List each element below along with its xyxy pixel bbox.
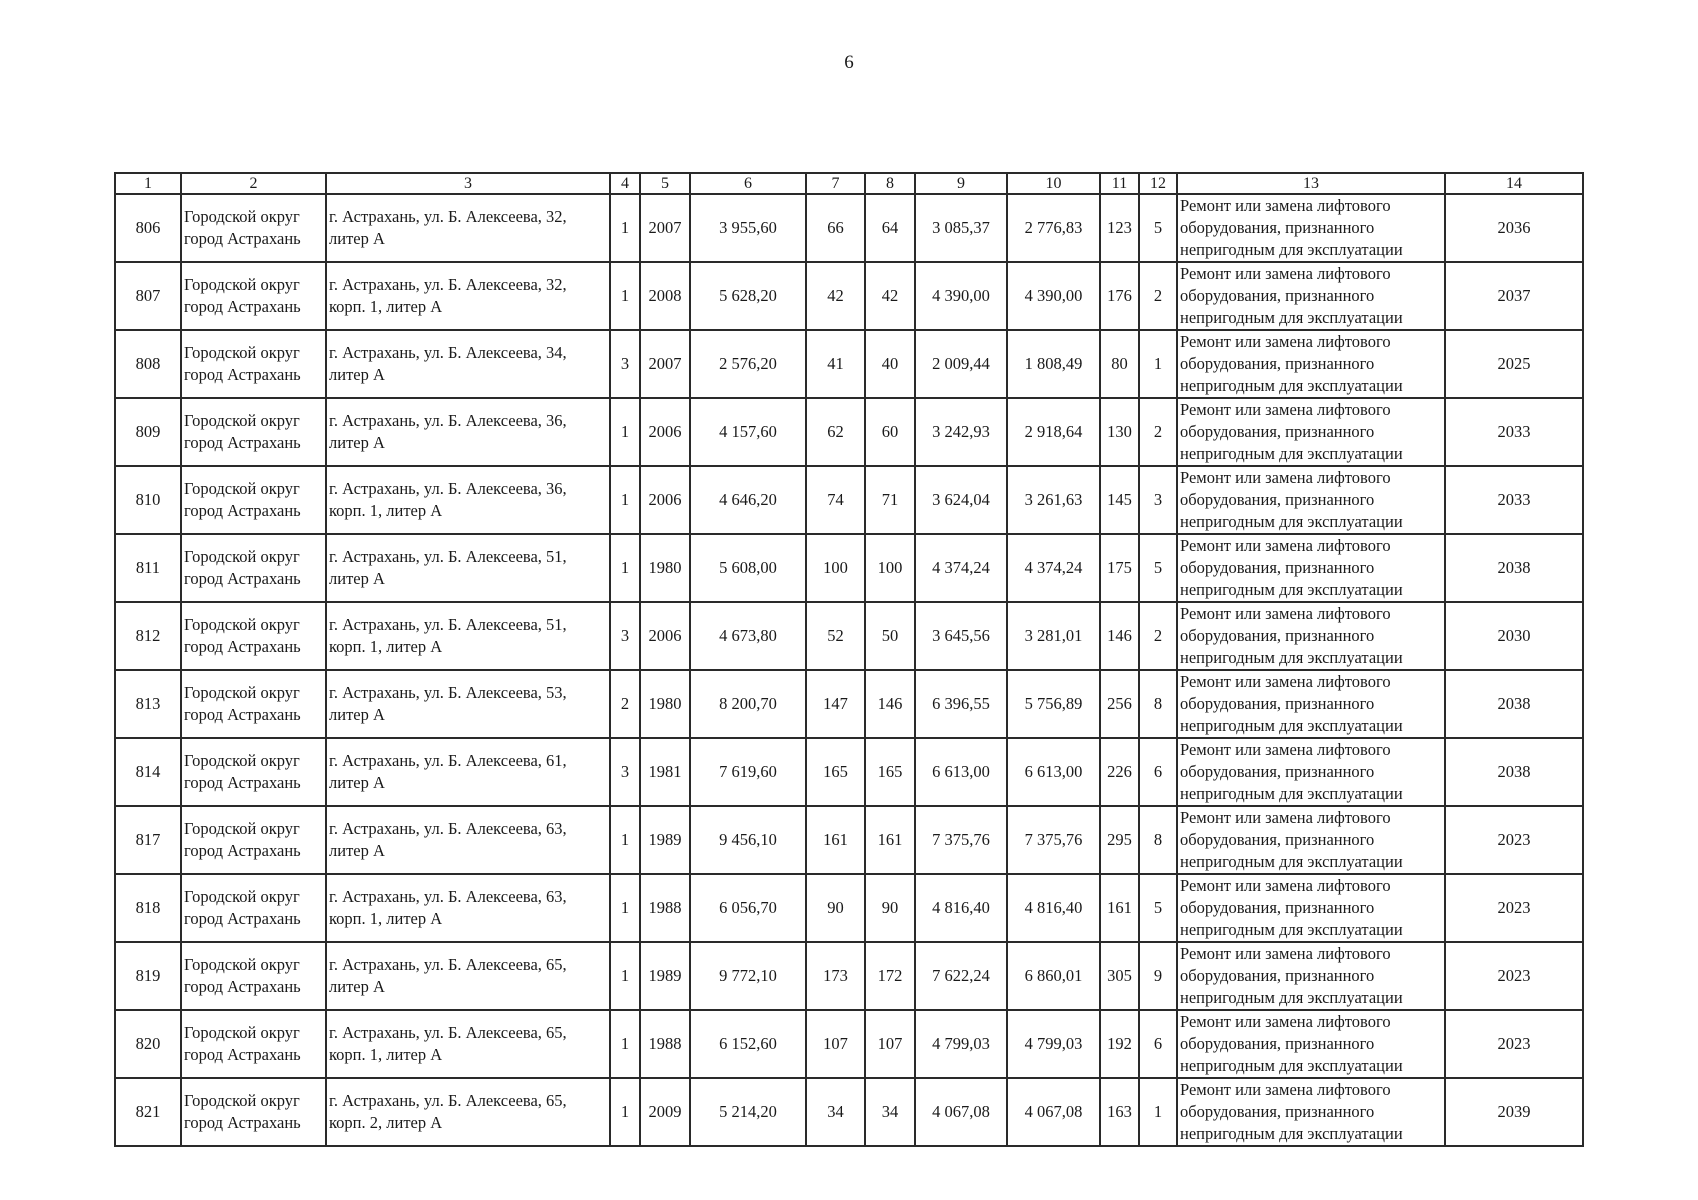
row-number: 812 bbox=[115, 602, 181, 670]
column-9-value: 4 374,24 bbox=[915, 534, 1007, 602]
column-6-value: 6 152,60 bbox=[690, 1010, 806, 1078]
column-12-value: 1 bbox=[1139, 1078, 1177, 1146]
column-11-value: 192 bbox=[1100, 1010, 1139, 1078]
planned-year: 2033 bbox=[1445, 398, 1583, 466]
column-number-9: 9 bbox=[915, 173, 1007, 194]
column-number-row bbox=[115, 173, 1583, 194]
table-row bbox=[115, 874, 1583, 942]
column-4-value: 1 bbox=[610, 466, 640, 534]
column-9-value: 3 624,04 bbox=[915, 466, 1007, 534]
column-7-value: 74 bbox=[806, 466, 865, 534]
row-number: 813 bbox=[115, 670, 181, 738]
column-8-value: 100 bbox=[865, 534, 915, 602]
address: г. Астрахань, ул. Б. Алексеева, 53, литер А bbox=[326, 670, 610, 738]
column-7-value: 161 bbox=[806, 806, 865, 874]
column-12-value: 8 bbox=[1139, 670, 1177, 738]
table-row bbox=[115, 670, 1583, 738]
column-6-value: 4 673,80 bbox=[690, 602, 806, 670]
column-6-value: 4 157,60 bbox=[690, 398, 806, 466]
column-7-value: 165 bbox=[806, 738, 865, 806]
column-7-value: 34 bbox=[806, 1078, 865, 1146]
column-8-value: 60 bbox=[865, 398, 915, 466]
planned-year: 2023 bbox=[1445, 942, 1583, 1010]
table-row bbox=[115, 194, 1583, 262]
column-8-value: 161 bbox=[865, 806, 915, 874]
work-type: Ремонт или замена лифтового оборудования, признанного непригодным для эксплуатации bbox=[1177, 670, 1445, 738]
address: г. Астрахань, ул. Б. Алексеева, 65, корп. 2, литер А bbox=[326, 1078, 610, 1146]
column-6-value: 5 608,00 bbox=[690, 534, 806, 602]
column-11-value: 176 bbox=[1100, 262, 1139, 330]
column-number-7: 7 bbox=[806, 173, 865, 194]
column-11-value: 226 bbox=[1100, 738, 1139, 806]
column-10-value: 6 860,01 bbox=[1007, 942, 1100, 1010]
column-number-14: 14 bbox=[1445, 173, 1583, 194]
column-11-value: 123 bbox=[1100, 194, 1139, 262]
address: г. Астрахань, ул. Б. Алексеева, 36, корп. 1, литер А bbox=[326, 466, 610, 534]
work-type: Ремонт или замена лифтового оборудования, признанного непригодным для эксплуатации bbox=[1177, 262, 1445, 330]
work-type: Ремонт или замена лифтового оборудования, признанного непригодным для эксплуатации bbox=[1177, 874, 1445, 942]
address: г. Астрахань, ул. Б. Алексеева, 34, литер А bbox=[326, 330, 610, 398]
row-number: 820 bbox=[115, 1010, 181, 1078]
column-number-2: 2 bbox=[181, 173, 326, 194]
row-number: 808 bbox=[115, 330, 181, 398]
column-7-value: 41 bbox=[806, 330, 865, 398]
column-12-value: 9 bbox=[1139, 942, 1177, 1010]
column-6-value: 7 619,60 bbox=[690, 738, 806, 806]
column-number-8: 8 bbox=[865, 173, 915, 194]
commission-year: 1981 bbox=[640, 738, 690, 806]
table-row bbox=[115, 1010, 1583, 1078]
column-10-value: 2 918,64 bbox=[1007, 398, 1100, 466]
work-type: Ремонт или замена лифтового оборудования, признанного непригодным для эксплуатации bbox=[1177, 466, 1445, 534]
column-10-value: 1 808,49 bbox=[1007, 330, 1100, 398]
column-6-value: 6 056,70 bbox=[690, 874, 806, 942]
planned-year: 2038 bbox=[1445, 738, 1583, 806]
column-4-value: 3 bbox=[610, 602, 640, 670]
column-9-value: 3 645,56 bbox=[915, 602, 1007, 670]
column-10-value: 7 375,76 bbox=[1007, 806, 1100, 874]
row-number: 818 bbox=[115, 874, 181, 942]
column-9-value: 3 242,93 bbox=[915, 398, 1007, 466]
municipality: Городской округ город Астрахань bbox=[181, 1078, 326, 1146]
municipality: Городской округ город Астрахань bbox=[181, 602, 326, 670]
work-type: Ремонт или замена лифтового оборудования, признанного непригодным для эксплуатации bbox=[1177, 534, 1445, 602]
column-6-value: 5 628,20 bbox=[690, 262, 806, 330]
column-9-value: 4 799,03 bbox=[915, 1010, 1007, 1078]
column-11-value: 305 bbox=[1100, 942, 1139, 1010]
column-number-4: 4 bbox=[610, 173, 640, 194]
column-7-value: 42 bbox=[806, 262, 865, 330]
column-10-value: 4 067,08 bbox=[1007, 1078, 1100, 1146]
column-4-value: 1 bbox=[610, 942, 640, 1010]
commission-year: 1980 bbox=[640, 670, 690, 738]
planned-year: 2023 bbox=[1445, 806, 1583, 874]
column-12-value: 6 bbox=[1139, 1010, 1177, 1078]
work-type: Ремонт или замена лифтового оборудования, признанного непригодным для эксплуатации bbox=[1177, 1010, 1445, 1078]
municipality: Городской округ город Астрахань bbox=[181, 534, 326, 602]
column-9-value: 6 396,55 bbox=[915, 670, 1007, 738]
address: г. Астрахань, ул. Б. Алексеева, 63, корп. 1, литер А bbox=[326, 874, 610, 942]
column-number-11: 11 bbox=[1100, 173, 1139, 194]
column-8-value: 146 bbox=[865, 670, 915, 738]
column-8-value: 64 bbox=[865, 194, 915, 262]
column-10-value: 4 799,03 bbox=[1007, 1010, 1100, 1078]
column-8-value: 50 bbox=[865, 602, 915, 670]
row-number: 807 bbox=[115, 262, 181, 330]
commission-year: 1989 bbox=[640, 942, 690, 1010]
municipality: Городской округ город Астрахань bbox=[181, 194, 326, 262]
planned-year: 2023 bbox=[1445, 874, 1583, 942]
column-number-10: 10 bbox=[1007, 173, 1100, 194]
work-type: Ремонт или замена лифтового оборудования, признанного непригодным для эксплуатации bbox=[1177, 806, 1445, 874]
column-4-value: 1 bbox=[610, 874, 640, 942]
address: г. Астрахань, ул. Б. Алексеева, 51, корп. 1, литер А bbox=[326, 602, 610, 670]
column-7-value: 173 bbox=[806, 942, 865, 1010]
table-row bbox=[115, 466, 1583, 534]
column-12-value: 5 bbox=[1139, 194, 1177, 262]
address: г. Астрахань, ул. Б. Алексеева, 65, литер А bbox=[326, 942, 610, 1010]
column-10-value: 3 261,63 bbox=[1007, 466, 1100, 534]
column-9-value: 3 085,37 bbox=[915, 194, 1007, 262]
planned-year: 2037 bbox=[1445, 262, 1583, 330]
column-6-value: 2 576,20 bbox=[690, 330, 806, 398]
address: г. Астрахань, ул. Б. Алексеева, 36, литер А bbox=[326, 398, 610, 466]
work-type: Ремонт или замена лифтового оборудования, признанного непригодным для эксплуатации bbox=[1177, 738, 1445, 806]
row-number: 814 bbox=[115, 738, 181, 806]
table-body bbox=[115, 194, 1583, 1146]
commission-year: 2006 bbox=[640, 602, 690, 670]
column-number-12: 12 bbox=[1139, 173, 1177, 194]
commission-year: 2007 bbox=[640, 194, 690, 262]
column-8-value: 90 bbox=[865, 874, 915, 942]
column-number-6: 6 bbox=[690, 173, 806, 194]
column-10-value: 3 281,01 bbox=[1007, 602, 1100, 670]
column-4-value: 1 bbox=[610, 262, 640, 330]
column-12-value: 2 bbox=[1139, 398, 1177, 466]
column-10-value: 6 613,00 bbox=[1007, 738, 1100, 806]
column-4-value: 2 bbox=[610, 670, 640, 738]
column-7-value: 147 bbox=[806, 670, 865, 738]
municipality: Городской округ город Астрахань bbox=[181, 262, 326, 330]
row-number: 811 bbox=[115, 534, 181, 602]
column-10-value: 2 776,83 bbox=[1007, 194, 1100, 262]
row-number: 809 bbox=[115, 398, 181, 466]
planned-year: 2039 bbox=[1445, 1078, 1583, 1146]
municipality: Городской округ город Астрахань bbox=[181, 942, 326, 1010]
column-12-value: 1 bbox=[1139, 330, 1177, 398]
column-11-value: 130 bbox=[1100, 398, 1139, 466]
municipality: Городской округ город Астрахань bbox=[181, 330, 326, 398]
column-6-value: 4 646,20 bbox=[690, 466, 806, 534]
planned-year: 2036 bbox=[1445, 194, 1583, 262]
column-10-value: 4 374,24 bbox=[1007, 534, 1100, 602]
column-7-value: 52 bbox=[806, 602, 865, 670]
address: г. Астрахань, ул. Б. Алексеева, 32, литер А bbox=[326, 194, 610, 262]
column-12-value: 2 bbox=[1139, 602, 1177, 670]
column-11-value: 146 bbox=[1100, 602, 1139, 670]
address: г. Астрахань, ул. Б. Алексеева, 51, литер А bbox=[326, 534, 610, 602]
commission-year: 2009 bbox=[640, 1078, 690, 1146]
address: г. Астрахань, ул. Б. Алексеева, 61, литер А bbox=[326, 738, 610, 806]
column-6-value: 9 456,10 bbox=[690, 806, 806, 874]
column-4-value: 3 bbox=[610, 330, 640, 398]
column-11-value: 175 bbox=[1100, 534, 1139, 602]
column-12-value: 2 bbox=[1139, 262, 1177, 330]
column-4-value: 3 bbox=[610, 738, 640, 806]
column-number-1: 1 bbox=[115, 173, 181, 194]
column-12-value: 8 bbox=[1139, 806, 1177, 874]
column-7-value: 62 bbox=[806, 398, 865, 466]
municipality: Городской округ город Астрахань bbox=[181, 466, 326, 534]
table-row bbox=[115, 942, 1583, 1010]
row-number: 817 bbox=[115, 806, 181, 874]
column-12-value: 5 bbox=[1139, 534, 1177, 602]
municipality: Городской округ город Астрахань bbox=[181, 670, 326, 738]
address: г. Астрахань, ул. Б. Алексеева, 65, корп. 1, литер А bbox=[326, 1010, 610, 1078]
commission-year: 2006 bbox=[640, 466, 690, 534]
column-6-value: 5 214,20 bbox=[690, 1078, 806, 1146]
municipality: Городской округ город Астрахань bbox=[181, 874, 326, 942]
column-8-value: 107 bbox=[865, 1010, 915, 1078]
column-12-value: 3 bbox=[1139, 466, 1177, 534]
work-type: Ремонт или замена лифтового оборудования, признанного непригодным для эксплуатации bbox=[1177, 942, 1445, 1010]
column-11-value: 295 bbox=[1100, 806, 1139, 874]
table-row bbox=[115, 330, 1583, 398]
planned-year: 2025 bbox=[1445, 330, 1583, 398]
work-type: Ремонт или замена лифтового оборудования, признанного непригодным для эксплуатации bbox=[1177, 194, 1445, 262]
planned-year: 2030 bbox=[1445, 602, 1583, 670]
column-11-value: 161 bbox=[1100, 874, 1139, 942]
table-row bbox=[115, 602, 1583, 670]
row-number: 821 bbox=[115, 1078, 181, 1146]
column-7-value: 100 bbox=[806, 534, 865, 602]
column-10-value: 5 756,89 bbox=[1007, 670, 1100, 738]
column-4-value: 1 bbox=[610, 398, 640, 466]
planned-year: 2033 bbox=[1445, 466, 1583, 534]
column-8-value: 172 bbox=[865, 942, 915, 1010]
column-12-value: 5 bbox=[1139, 874, 1177, 942]
column-10-value: 4 816,40 bbox=[1007, 874, 1100, 942]
column-7-value: 90 bbox=[806, 874, 865, 942]
commission-year: 1988 bbox=[640, 1010, 690, 1078]
column-9-value: 6 613,00 bbox=[915, 738, 1007, 806]
column-7-value: 107 bbox=[806, 1010, 865, 1078]
address: г. Астрахань, ул. Б. Алексеева, 32, корп. 1, литер А bbox=[326, 262, 610, 330]
column-9-value: 4 816,40 bbox=[915, 874, 1007, 942]
buildings-table bbox=[114, 172, 1584, 1147]
table-row bbox=[115, 398, 1583, 466]
column-6-value: 8 200,70 bbox=[690, 670, 806, 738]
commission-year: 1989 bbox=[640, 806, 690, 874]
column-8-value: 71 bbox=[865, 466, 915, 534]
planned-year: 2038 bbox=[1445, 670, 1583, 738]
column-9-value: 4 390,00 bbox=[915, 262, 1007, 330]
column-6-value: 9 772,10 bbox=[690, 942, 806, 1010]
municipality: Городской округ город Астрахань bbox=[181, 1010, 326, 1078]
table-row bbox=[115, 1078, 1583, 1146]
column-8-value: 40 bbox=[865, 330, 915, 398]
municipality: Городской округ город Астрахань bbox=[181, 398, 326, 466]
column-12-value: 6 bbox=[1139, 738, 1177, 806]
page-number: 6 bbox=[844, 52, 854, 73]
column-4-value: 1 bbox=[610, 806, 640, 874]
column-number-5: 5 bbox=[640, 173, 690, 194]
column-number-13: 13 bbox=[1177, 173, 1445, 194]
work-type: Ремонт или замена лифтового оборудования, признанного непригодным для эксплуатации bbox=[1177, 602, 1445, 670]
commission-year: 1988 bbox=[640, 874, 690, 942]
column-9-value: 4 067,08 bbox=[915, 1078, 1007, 1146]
row-number: 810 bbox=[115, 466, 181, 534]
commission-year: 2008 bbox=[640, 262, 690, 330]
column-8-value: 34 bbox=[865, 1078, 915, 1146]
planned-year: 2023 bbox=[1445, 1010, 1583, 1078]
column-8-value: 42 bbox=[865, 262, 915, 330]
municipality: Городской округ город Астрахань bbox=[181, 738, 326, 806]
column-number-3: 3 bbox=[326, 173, 610, 194]
column-9-value: 7 375,76 bbox=[915, 806, 1007, 874]
work-type: Ремонт или замена лифтового оборудования, признанного непригодным для эксплуатации bbox=[1177, 398, 1445, 466]
column-4-value: 1 bbox=[610, 1010, 640, 1078]
column-9-value: 7 622,24 bbox=[915, 942, 1007, 1010]
municipality: Городской округ город Астрахань bbox=[181, 806, 326, 874]
column-8-value: 165 bbox=[865, 738, 915, 806]
column-7-value: 66 bbox=[806, 194, 865, 262]
column-4-value: 1 bbox=[610, 194, 640, 262]
commission-year: 2006 bbox=[640, 398, 690, 466]
column-9-value: 2 009,44 bbox=[915, 330, 1007, 398]
commission-year: 2007 bbox=[640, 330, 690, 398]
table-row bbox=[115, 738, 1583, 806]
commission-year: 1980 bbox=[640, 534, 690, 602]
column-4-value: 1 bbox=[610, 534, 640, 602]
planned-year: 2038 bbox=[1445, 534, 1583, 602]
table-row bbox=[115, 806, 1583, 874]
table-row bbox=[115, 534, 1583, 602]
column-10-value: 4 390,00 bbox=[1007, 262, 1100, 330]
column-11-value: 256 bbox=[1100, 670, 1139, 738]
row-number: 806 bbox=[115, 194, 181, 262]
work-type: Ремонт или замена лифтового оборудования, признанного непригодным для эксплуатации bbox=[1177, 330, 1445, 398]
column-4-value: 1 bbox=[610, 1078, 640, 1146]
column-11-value: 80 bbox=[1100, 330, 1139, 398]
column-6-value: 3 955,60 bbox=[690, 194, 806, 262]
work-type: Ремонт или замена лифтового оборудования, признанного непригодным для эксплуатации bbox=[1177, 1078, 1445, 1146]
address: г. Астрахань, ул. Б. Алексеева, 63, литер А bbox=[326, 806, 610, 874]
table-row bbox=[115, 262, 1583, 330]
row-number: 819 bbox=[115, 942, 181, 1010]
column-11-value: 163 bbox=[1100, 1078, 1139, 1146]
column-11-value: 145 bbox=[1100, 466, 1139, 534]
